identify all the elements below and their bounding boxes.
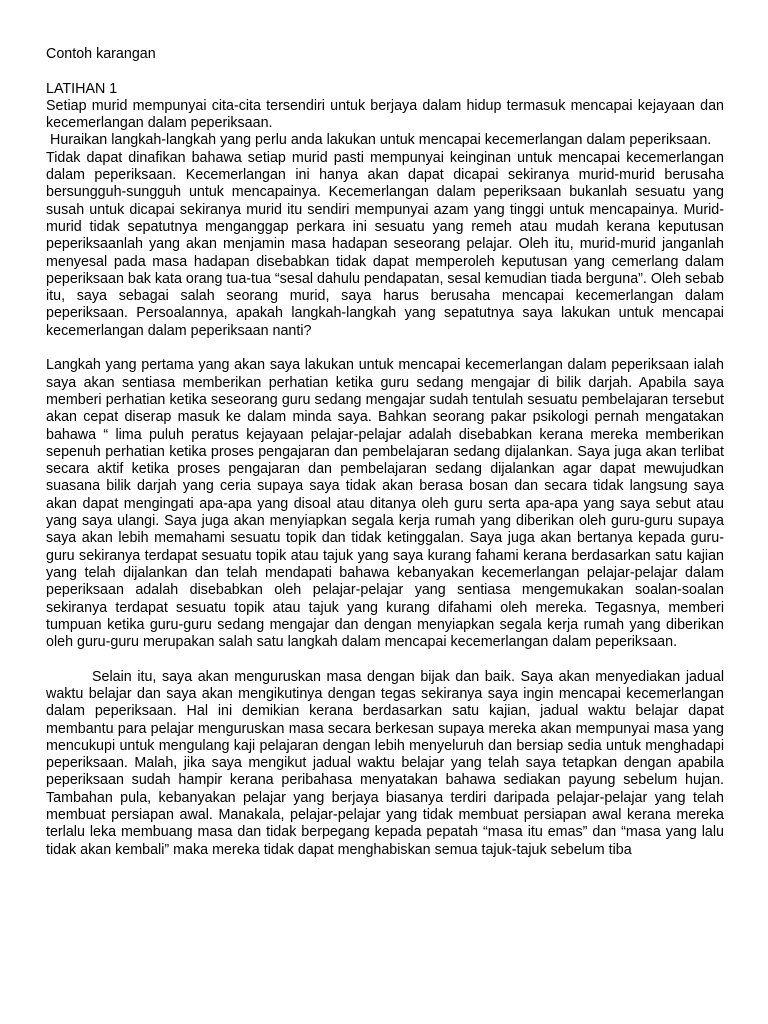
- exercise-label: LATIHAN 1: [46, 80, 118, 97]
- paragraph-first-point: Langkah yang pertama yang akan saya lakukan untuk mencapai kecemerlangan dalam peperiksaan ialah saya akan sentiasa memberikan perhatian ketika guru sedang mengajar di bilik darjah. Apabila saya memberi perhatian ketika seseorang guru sedang mengajar sudah tentulah sesuatu pembelajaran tersebut akan cepat diserap masuk ke dalam minda saya. Bahkan seorang pakar psikologi pernah mengatakan bahawa “ lima puluh peratus kejayaan pelajar-pelajar adalah disebabkan kerana mereka memberikan sepenuh perhatian ketika proses pengajaran dan pembelajaran sedang dijalankan. Saya juga akan terlibat secara aktif ketika proses pengajaran dan pembelajaran sedang dijalankan agar dapat mewujudkan suasana bilik darjah yang ceria supaya saya tidak akan berasa bosan dan secara tidak langsung saya akan dapat mengingati apa-apa yang disoal atau ditanya oleh guru serta apa-apa yang saya sebut atau yang saya ulangi. Saya juga akan menyiapkan segala kerja rumah yang diberikan oleh guru-guru supaya saya akan lebih memahami sesuatu topik dan tidak ketinggalan. Saya juga akan bertanya kepada guru-guru sekiranya terdapat sesuatu topik atau tajuk yang saya kurang fahami kerana berdasarkan satu kajian yang telah dijalankan dan telah mendapati bahawa kebanyakan kecemerlangan pelajar-pelajar dalam peperiksaan adalah disebabkan oleh pelajar-pelajar yang sentiasa mengemukakan soalan-soalan sekiranya terdapat sesuatu topik atau tajuk yang kurang difahami oleh mereka. Tegasnya, memberi tumpuan ketika guru-guru sedang mengajar dan dengan menyiapkan segala kerja rumah yang diberikan oleh guru-guru merupakan salah satu langkah dalam mencapai kecemerlangan dalam peperiksaan.: [46, 357, 724, 651]
- paragraph-introduction: Tidak dapat dinafikan bahawa setiap murid pasti mempunyai keinginan untuk mencapai kecemerlangan dalam peperiksaan. Kecemerlangan ini hanya akan dapat dicapai sekiranya murid-murid berusaha bersungguh-sungguh untuk mencapainya. Kecemerlangan dalam peperiksaan bukanlah sesuatu yang susah untuk dicapai sekiranya murid itu sendiri mempunyai azam yang tinggi untuk mencapainya. Murid-murid tidak sepatutnya menganggap perkara ini sesuatu yang remeh atau mudah kerana keputusan peperiksaanlah yang akan menjamin masa hadapan seseorang pelajar. Oleh itu, murid-murid janganlah menyesal pada masa hadapan disebabkan tidak dapat memperoleh keputusan yang cemerlang dalam peperiksaan bak kata orang tua-tua “sesal dahulu pendapatan, sesal kemudian tiada berguna”. Oleh sebab itu, saya sebagai salah seorang murid, saya harus berusaha mencapai kecemerlangan dalam peperiksaan. Persoalannya, apakah langkah-langkah yang sepatutnya saya lakukan untuk mencapai kecemerlangan dalam peperiksaan nanti?: [46, 149, 724, 339]
- document-page: [46, 46, 724, 859]
- document-title: Contoh karangan: [46, 46, 156, 62]
- question-text: Setiap murid mempunyai cita-cita tersendiri untuk berjaya dalam hidup termasuk mencapai kejayaan dan kecemerlangan dalam peperiksaan.: [46, 97, 724, 132]
- spacer: [46, 63, 724, 80]
- paragraph-second-point: Selain itu, saya akan menguruskan masa dengan bijak dan baik. Saya akan menyediakan jadual waktu belajar dan saya akan mengikutinya dengan tegas sekiranya saya ingin mencapai kecemerlangan dalam peperiksaan. Hal ini demikian kerana berdasarkan satu kajian, jadual waktu belajar dapat membantu para pelajar menguruskan masa secara berkesan supaya mereka akan mempunyai masa yang mencukupi untuk mengulang kaji pelajaran dengan lebih menyeluruh dan bersiap sedia untuk menghadapi peperiksaan. Malah, jika saya mengikut jadual waktu belajar yang telah saya tetapkan dengan apabila peperiksaan sudah hampir kerana peribahasa menyatakan bahawa sediakan payung sebelum hujan. Tambahan pula, kebanyakan pelajar yang berjaya biasanya terdiri daripada pelajar-pelajar yang telah membuat persiapan awal. Manakala, pelajar-pelajar yang tidak membuat persiapan awal kerana mereka terlalu leka membuang masa dan tidak berpegang kepada pepatah “masa itu emas” dan “masa yang lalu tidak akan kembali” maka mereka tidak dapat menghabiskan semua tajuk-tajuk sebelum tiba: [46, 668, 724, 858]
- spacer: [46, 651, 724, 668]
- question-instruction: Huraikan langkah-langkah yang perlu anda lakukan untuk mencapai kecemerlangan dalam peperiksaan.: [50, 132, 712, 149]
- spacer: [46, 340, 724, 357]
